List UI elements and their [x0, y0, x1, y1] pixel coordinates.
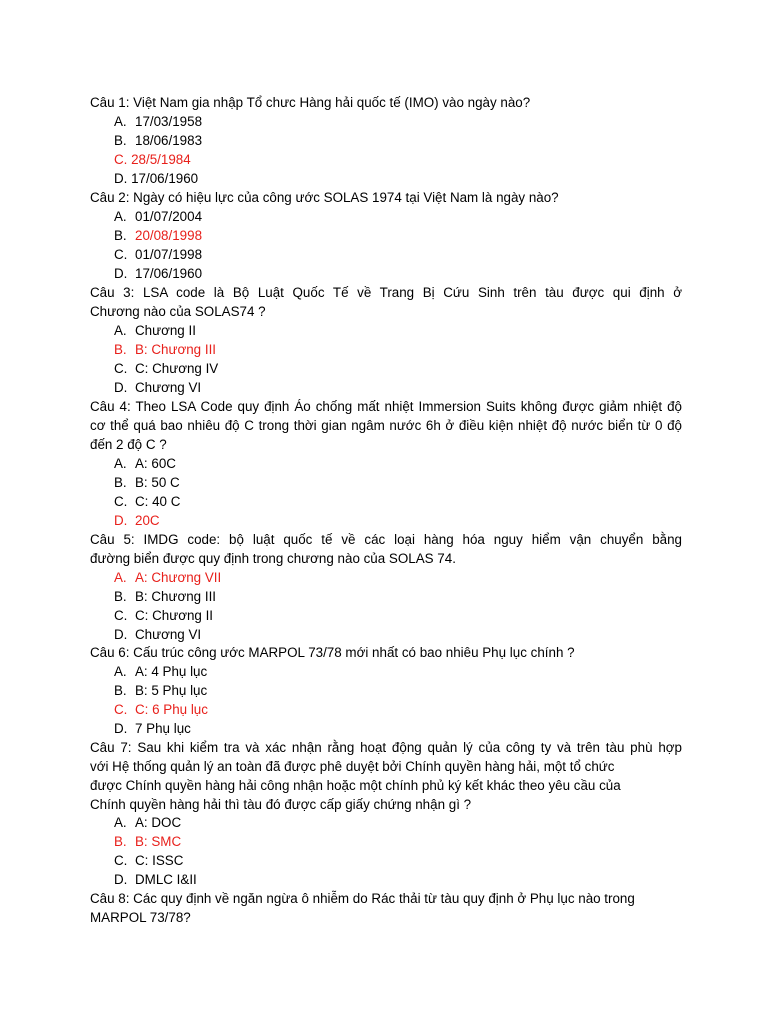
question-4-text-line-1: Câu 4: Theo LSA Code quy định Áo chống mất nhiệt Immersion Suits không được giảm nhiệt độ — [90, 399, 682, 414]
option-text: A: 4 Phụ lục — [135, 664, 208, 679]
option-label: B. — [114, 342, 127, 357]
option-label: C. — [114, 361, 128, 376]
option-text: 18/06/1983 — [135, 133, 203, 148]
question-5-option-a-answer — [114, 568, 221, 587]
option-label: C. — [114, 853, 128, 868]
question-7-option-b-answer — [114, 832, 181, 851]
option-text: 17/03/1958 — [135, 114, 203, 129]
question-8-text-line-1: Câu 8: Các quy định về ngăn ngừa ô nhiễm do Rác thải từ tàu quy định ở Phụ lục nào trong — [90, 891, 635, 906]
option-label: B. — [114, 683, 127, 698]
question-5-option-c — [114, 606, 213, 625]
option-text: 01/07/2004 — [135, 209, 203, 224]
question-5-text-line-1: Câu 5: IMDG code: bộ luật quốc tế về các loại hàng hóa nguy hiểm vận chuyển bằng — [90, 532, 682, 547]
option-text: 17/06/1960 — [135, 266, 203, 281]
option-label: A. — [114, 323, 127, 338]
question-2-option-c — [114, 245, 202, 264]
question-3-option-c — [114, 359, 218, 378]
question-7-option-a — [114, 813, 181, 832]
option-label: D. — [114, 266, 128, 281]
option-label: A. — [114, 570, 127, 585]
question-7-option-d — [114, 870, 197, 889]
option-text-answer: 20/08/1998 — [135, 228, 203, 243]
question-1-text: Câu 1: Việt Nam gia nhập Tổ chưc Hàng hải quốc tế (IMO) vào ngày nào? — [90, 95, 531, 110]
option-text: Chương VI — [135, 380, 202, 395]
option-text: C: Chương II — [135, 608, 214, 623]
question-7-option-c — [114, 851, 183, 870]
option-text: DMLC I&II — [135, 872, 197, 887]
option-text: Chương II — [135, 323, 196, 338]
question-2-option-b — [114, 226, 202, 245]
question-4-option-a — [114, 454, 176, 473]
question-5-option-d — [114, 625, 201, 644]
question-2-text: Câu 2: Ngày có hiệu lực của công ước SOLAS 1974 tại Việt Nam là ngày nào? — [90, 190, 559, 205]
option-text: C: 40 C — [135, 494, 181, 509]
option-label: A. — [114, 815, 127, 830]
option-text: 20C — [135, 513, 160, 528]
question-3-option-a — [114, 321, 196, 340]
question-1-option-a — [114, 112, 202, 131]
option-label: C. — [114, 608, 128, 623]
question-1-option-c-answer: C. 28/5/1984 — [114, 152, 191, 167]
option-label: B. — [114, 834, 127, 849]
option-text: A: DOC — [135, 815, 182, 830]
question-7-text-line-3: được Chính quyền hàng hải công nhận hoặc một chính phủ ký kết khác theo yêu cầu của — [90, 778, 621, 793]
question-7-text-line-1: Câu 7: Sau khi kiểm tra và xác nhận rằng hoạt động quản lý của công ty và trên tàu phù hợp — [90, 740, 682, 755]
option-text: B: 5 Phụ lục — [135, 683, 208, 698]
option-text: B: Chương III — [135, 342, 217, 357]
question-6-option-d — [114, 719, 191, 738]
question-4-option-c — [114, 492, 180, 511]
option-label: A. — [114, 114, 127, 129]
question-6-option-c-answer — [114, 700, 208, 719]
option-label: C. — [114, 702, 128, 717]
question-4-option-b — [114, 473, 180, 492]
question-6-text: Câu 6: Cấu trúc công ước MARPOL 73/78 mới nhất có bao nhiêu Phụ lục chính ? — [90, 645, 575, 660]
question-5-option-b — [114, 587, 216, 606]
option-label: B. — [114, 133, 127, 148]
option-label: D. — [114, 513, 128, 528]
question-3-text-line-2: Chương nào của SOLAS74 ? — [90, 304, 266, 319]
option-text: C: Chương IV — [135, 361, 219, 376]
option-label: A. — [114, 664, 127, 679]
option-label: C. — [114, 247, 128, 262]
option-text: A: Chương VII — [135, 570, 222, 585]
question-1-option-d: D. 17/06/1960 — [114, 171, 199, 186]
option-label: D. — [114, 627, 128, 642]
option-label: B. — [114, 589, 127, 604]
option-text: Chương VI — [135, 627, 202, 642]
question-4-option-d-answer — [114, 511, 160, 530]
question-3-option-d — [114, 378, 201, 397]
question-6-option-b — [114, 681, 207, 700]
option-label: B. — [114, 475, 127, 490]
question-7-text-line-2: với Hệ thống quản lý an toàn đã được phê duyệt bởi Chính quyền hàng hải, một tổ chức — [90, 759, 615, 774]
question-7-text-line-4: Chính quyền hàng hải thì tàu đó được cấp giấy chứng nhận gì ? — [90, 797, 472, 812]
option-text: 01/07/1998 — [135, 247, 203, 262]
option-text: A: 60C — [135, 456, 176, 471]
question-1-option-b — [114, 131, 202, 150]
option-text: B: 50 C — [135, 475, 180, 490]
question-3-text-line-1: Câu 3: LSA code là Bộ Luật Quốc Tế về Trang Bị Cứu Sinh trên tàu được qui định ở — [90, 285, 682, 300]
option-label: A. — [114, 456, 127, 471]
option-label: C. — [114, 494, 128, 509]
question-2-option-d — [114, 264, 202, 283]
question-4-text-line-3: đến 2 độ C ? — [90, 437, 167, 452]
option-label: D. — [114, 872, 128, 887]
question-8-text-line-2: MARPOL 73/78? — [90, 910, 191, 925]
question-5-text-line-2: đường biển được quy định trong chương nào của SOLAS 74. — [90, 551, 456, 566]
question-3-option-b-answer — [114, 340, 216, 359]
option-text: C: ISSC — [135, 853, 184, 868]
option-text: C: 6 Phụ lục — [135, 702, 208, 717]
option-label: D. — [114, 380, 128, 395]
question-2-option-a — [114, 207, 202, 226]
option-text: B: SMC — [135, 834, 182, 849]
question-6-option-a — [114, 662, 207, 681]
option-text: B: Chương III — [135, 589, 217, 604]
option-label: D. — [114, 721, 128, 736]
option-label: B. — [114, 228, 127, 243]
option-text: 7 Phụ lục — [135, 721, 191, 736]
option-label: A. — [114, 209, 127, 224]
question-4-text-line-2: cơ thể quá bao nhiêu độ C trong thời gian ngâm nước 6h ở điều kiện nhiệt độ nước biển từ 0 độ — [90, 418, 682, 433]
